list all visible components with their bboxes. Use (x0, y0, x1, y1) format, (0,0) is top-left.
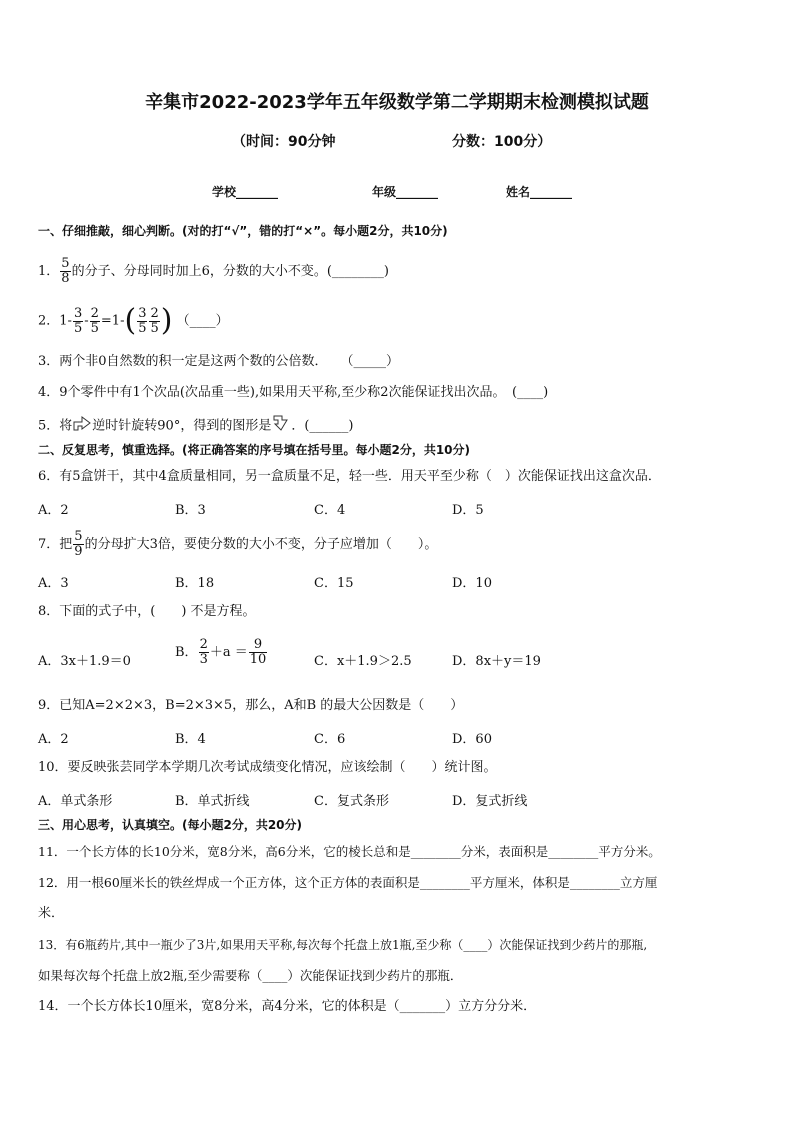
exam-title: 辛集市2022-2023学年五年级数学第二学期期末检测模拟试题 (145, 92, 649, 113)
exam-score: 分数：100分） (452, 134, 552, 150)
q10-option-d: D．复式折线 (452, 794, 528, 809)
q1-fraction: $\frac{5}{8}$ (61, 256, 70, 286)
q8-option-c: C．x＋1.9＞2.5 (314, 654, 412, 669)
q9-option-c: C．6 (314, 732, 346, 747)
question-9: 9．已知A=2×2×3，B=2×3×5，那么，A和B 的最大公因数是（ ） (38, 698, 464, 713)
q7-option-a: A．3 (38, 576, 69, 591)
q8-option-a: A．3x＋1.9＝0 (38, 654, 131, 669)
question-13: 13．有6瓶药片,其中一瓶少了3片,如果用天平称,每次每个托盘上放1瓶,至少称（____）次能保证找到少药片的那瓶, (38, 938, 648, 952)
q10-option-c: C．复式条形 (314, 794, 389, 809)
section2-heading: 二、反复思考，慎重选择。(将正确答案的序号填在括号里。每小题2分，共10分) (38, 443, 471, 457)
q1-number: 1． (38, 264, 60, 279)
q10-option-b: B．单式折线 (175, 794, 250, 809)
grade-field: 年级_______ (372, 185, 439, 199)
question-13-cont: 如果每次每个托盘上放2瓶,至少需要称（____）次能保证找到少药片的那瓶． (38, 968, 463, 983)
q7-option-c: C．15 (314, 576, 354, 591)
question-4: 4．9个零件中有1个次品(次品重一些),如果用天平称,至少称2次能保证找出次品。 (____) (38, 385, 549, 400)
q1-text: 的分子、分母同时加上6，分数的大小不变。(________) (71, 264, 389, 279)
question-3: 3．两个非0自然数的积一定是这两个数的公倍数． （_____） (38, 354, 400, 369)
q6-option-d: D．5 (452, 503, 484, 518)
q10-option-a: A．单式条形 (38, 794, 113, 809)
section1-heading: 一、仔细推敲，细心判断。(对的打“√”，错的打“×”。每小题2分，共10分) (38, 224, 448, 238)
rotated-shape-icon (271, 414, 291, 438)
question-12: 12．用一根60厘米长的铁丝焊成一个正方体，这个正方体的表面积是________平方厘米，体积是________立方厘 (38, 875, 658, 890)
q7-option-d: D．10 (452, 576, 492, 591)
q9-option-d: D．60 (452, 732, 492, 747)
question-7: 7．把 $\frac{5}{9}$ 的分母扩大3倍，要使分数的大小不变，分子应增加（ ）。 (38, 529, 438, 559)
question-11: 11．一个长方体的长10分米，宽8分米，高6分米，它的棱长总和是________分米，表面积是________平方分米。 (38, 844, 661, 859)
q6-option-b: B．3 (175, 503, 206, 518)
q6-option-a: A．2 (38, 503, 69, 518)
q7-option-b: B．18 (175, 576, 215, 591)
question-2: 2．1- $\frac{3}{5}$ - $\frac{2}{5}$ =1-( $\frac{3}{5}$ $\frac{2}{5}$ ) （____） (38, 303, 229, 338)
q8-option-d: D．8x＋y＝19 (452, 654, 541, 669)
arrow-shape-icon (72, 414, 92, 438)
question-12-cont: 米． (38, 906, 65, 921)
question-8: 8．下面的式子中，( ) 不是方程。 (38, 604, 256, 619)
question-5: 5．将 逆时针旋转90°，得到的图形是 ．(______) (38, 414, 353, 438)
question-6: 6．有5盒饼干，其中4盒质量相同，另一盒质量不足，轻一些．用天平至少称（ ）次能保证找出这盒次品． (38, 469, 661, 484)
section3-heading: 三、用心思考，认真填空。(每小题2分，共20分) (38, 818, 303, 832)
question-1 (38, 257, 389, 286)
q8-option-b: B． $\frac{2}{3}$ ＋a ＝ $\frac{9}{10}$ (175, 637, 267, 667)
question-14: 14．一个长方体长10厘米，宽8分米，高4分米，它的体积是（_______）立方分分米． (38, 999, 537, 1014)
q9-option-a: A．2 (38, 732, 69, 747)
question-10: 10．要反映张芸同学本学期几次考试成绩变化情况，应该绘制（ ）统计图。 (38, 760, 497, 775)
school-field: 学校_______ (212, 185, 279, 199)
name-field: 姓名_______ (506, 185, 573, 199)
q9-option-b: B．4 (175, 732, 206, 747)
exam-time: （时间：90分钟 (232, 134, 336, 150)
q6-option-c: C．4 (314, 503, 346, 518)
